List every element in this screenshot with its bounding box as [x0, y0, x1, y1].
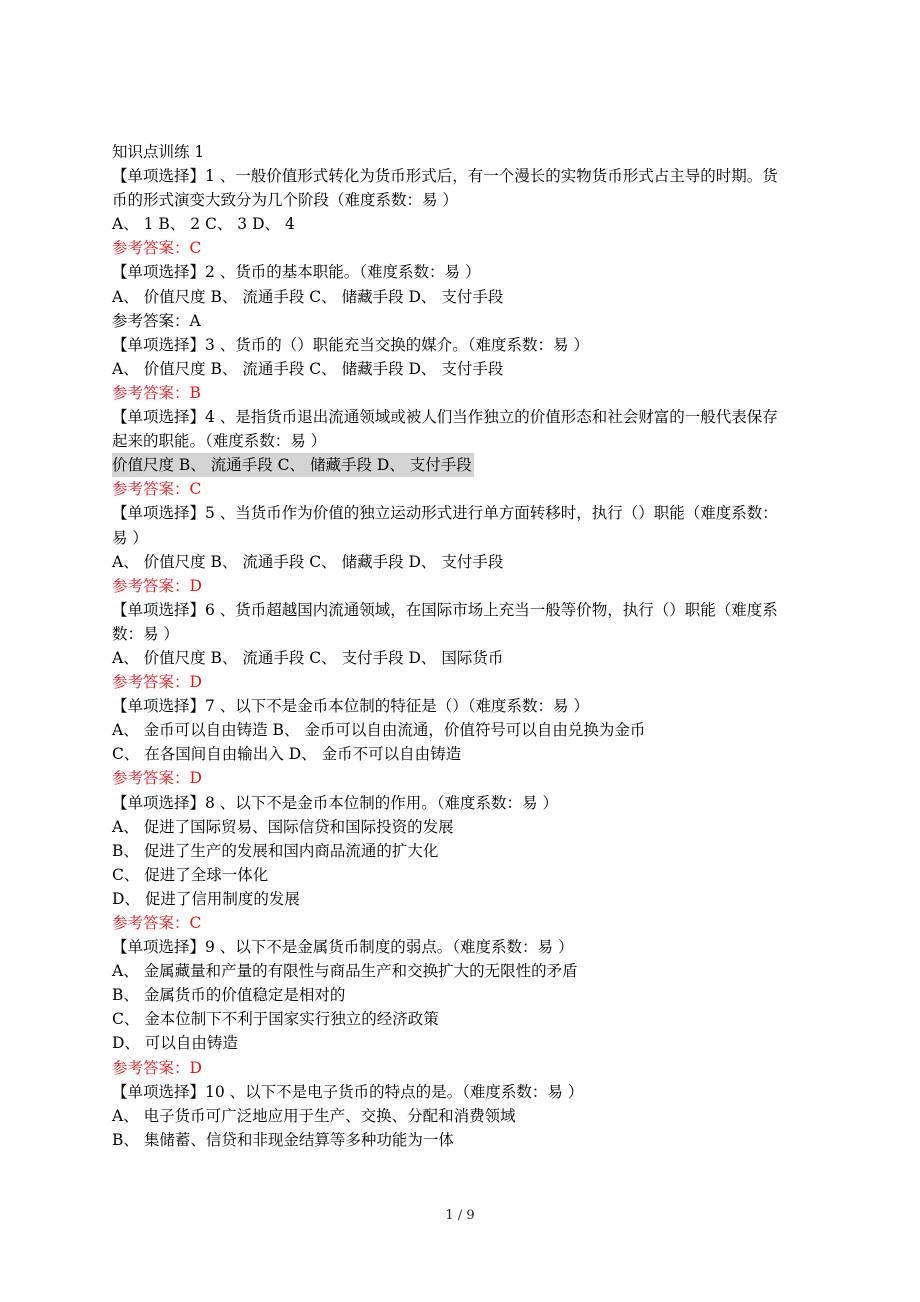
question-stem-line: 【单项选择】3 、货币的（）职能充当交换的媒介。（难度系数：易 ） [112, 335, 589, 354]
option-line: B、 促进了生产的发展和国内商品流通的扩大化 [112, 841, 439, 860]
option-line: D、 可以自由铸造 [112, 1034, 238, 1053]
answer-line: 参考答案：D [112, 769, 202, 788]
option-line: A、 电子货币可广泛地应用于生产、交换、分配和消费领域 [112, 1106, 516, 1125]
option-line: D、 促进了信用制度的发展 [112, 889, 300, 908]
option-line: B、 集储蓄、信贷和非现金结算等多种功能为一体 [112, 1130, 454, 1149]
question-stem-line: 币的形式演变大致分为几个阶段（难度系数：易 ） [112, 191, 458, 210]
option-line: A、 价值尺度 B、 流通手段 C、 储藏手段 D、 支付手段 [112, 287, 504, 306]
question-stem-line: 【单项选择】5 、当货币作为价值的独立运动形式进行单方面转移时，执行（）职能（难度系数： [112, 504, 778, 523]
question-block [112, 791, 812, 936]
answer-line: 参考答案：C [112, 480, 202, 499]
option-line: B、 金属货币的价值稳定是相对的 [112, 986, 346, 1005]
answer-line: 参考答案：D [112, 1058, 202, 1077]
option-line: A、 金币可以自由铸造 B、 金币可以自由流通，价值符号可以自由兑换为金币 [112, 721, 646, 740]
highlighted-option-text: 价值尺度 B、 流通手段 C、 储藏手段 D、 支付手段 [112, 453, 474, 477]
option-line: A、 价值尺度 B、 流通手段 C、 储藏手段 D、 支付手段 [112, 359, 504, 378]
question-stem-line: 【单项选择】7 、以下不是金币本位制的特征是（）（难度系数：易 ） [112, 697, 589, 716]
question-stem-line: 【单项选择】10 、以下不是电子货币的特点的是。（难度系数：易 ） [112, 1082, 584, 1101]
question-block [112, 260, 812, 332]
question-stem-line: 易 ） [112, 528, 148, 547]
answer-line: 参考答案：B [112, 383, 201, 402]
question-stem-line: 【单项选择】4 、是指货币退出流通领域或被人们当作独立的价值形态和社会财富的一般代表保存 [112, 408, 778, 427]
option-line: A、 价值尺度 B、 流通手段 C、 储藏手段 D、 支付手段 [112, 552, 504, 571]
answer-line: 参考答案：C [112, 239, 202, 258]
answer-line: 参考答案：A [112, 311, 201, 330]
option-line [112, 453, 812, 477]
option-line: A、 价值尺度 B、 流通手段 C、 支付手段 D、 国际货币 [112, 648, 504, 667]
question-stem-line: 【单项选择】6 、货币超越国内流通领域，在国际市场上充当一般等价物，执行（）职能（难度系 [112, 600, 778, 619]
document-body [112, 140, 812, 1152]
question-block [112, 405, 812, 501]
question-stem-line: 起来的职能。（难度系数：易 ） [112, 432, 327, 451]
question-block [112, 935, 812, 1080]
option-line: C、 金本位制下不利于国家实行独立的经济政策 [112, 1010, 439, 1029]
question-stem-line: 【单项选择】1 、一般价值形式转化为货币形式后，有一个漫长的实物货币形式占主导的时期。货 [112, 167, 778, 186]
question-block [112, 598, 812, 694]
question-stem-line: 【单项选择】9 、以下不是金属货币制度的弱点。（难度系数：易 ） [112, 938, 574, 957]
answer-line: 参考答案：D [112, 673, 202, 692]
question-list [112, 164, 812, 1152]
option-line: A、 促进了国际贸易、国际信贷和国际投资的发展 [112, 817, 454, 836]
question-block [112, 694, 812, 790]
question-stem-line: 【单项选择】2 、货币的基本职能。（难度系数：易 ） [112, 263, 481, 282]
answer-line: 参考答案：D [112, 576, 202, 595]
option-line: A、 金属藏量和产量的有限性与商品生产和交换扩大的无限性的矛盾 [112, 962, 578, 981]
page-number: 1 / 9 [445, 1208, 475, 1223]
option-line: C、 在各国间自由输出入 D、 金币不可以自由铸造 [112, 745, 462, 764]
answer-line: 参考答案：C [112, 914, 202, 932]
option-line: C、 促进了全球一体化 [112, 865, 269, 884]
question-block [112, 333, 812, 405]
option-line: A、 1 B、 2 C、 3 D、 4 [112, 215, 295, 234]
question-block [112, 164, 812, 260]
question-stem-line: 【单项选择】8 、以下不是金币本位制的作用。（难度系数：易 ） [112, 793, 558, 812]
question-stem-line: 数：易 ） [112, 624, 179, 643]
document-title: 知识点训练 1 [112, 143, 205, 161]
question-block [112, 501, 812, 597]
question-block [112, 1080, 812, 1152]
